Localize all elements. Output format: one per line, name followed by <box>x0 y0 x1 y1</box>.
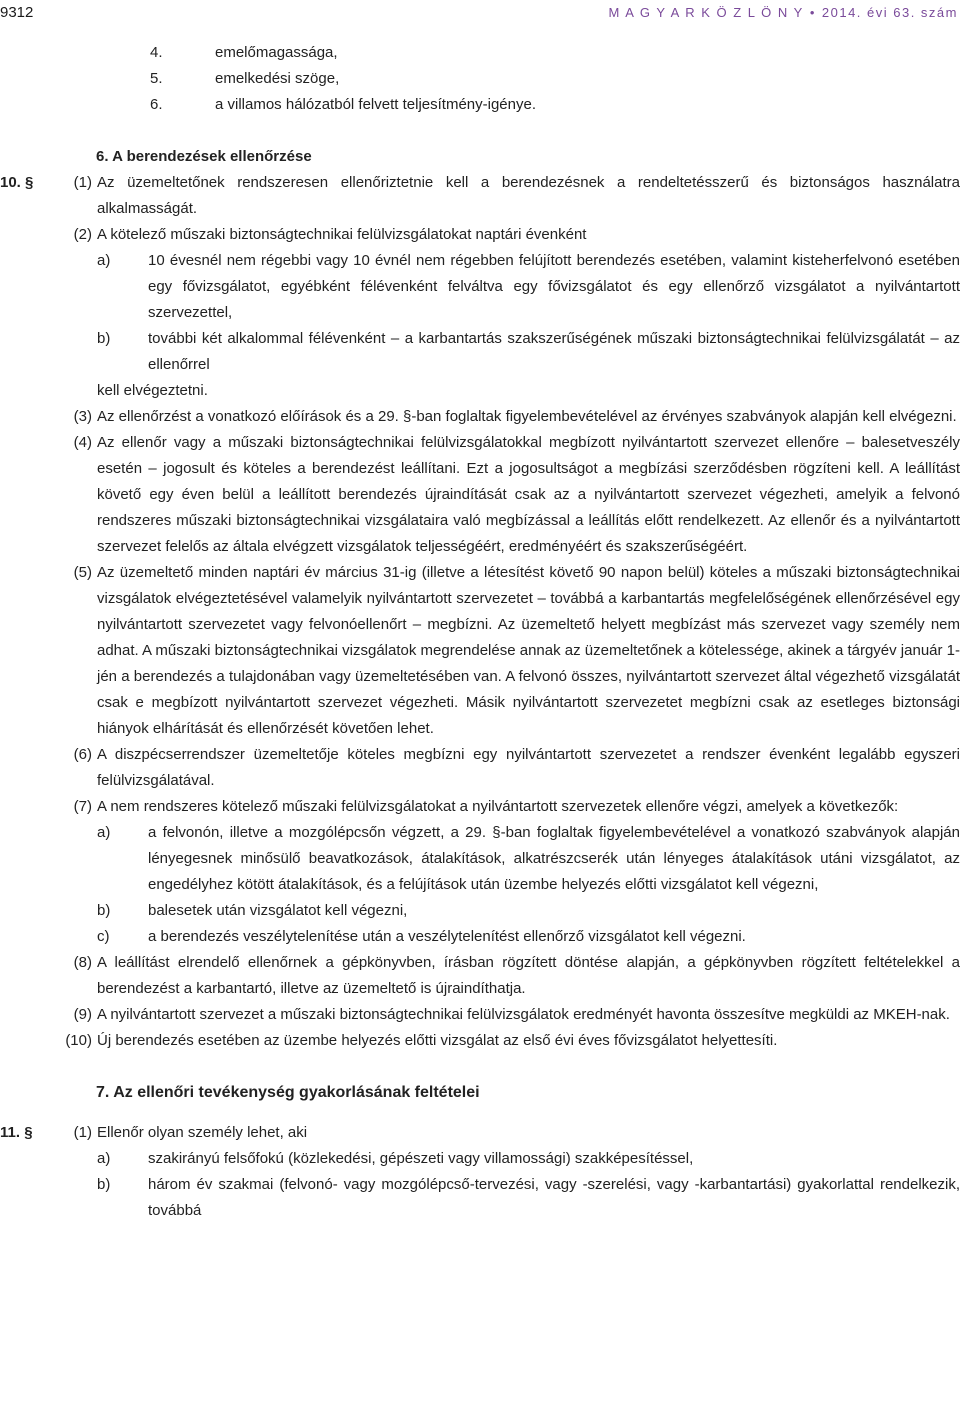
item-text: szakirányú felsőfokú (közlekedési, gépészeti vagy villamossági) szakképesítéssel, <box>148 1150 694 1167</box>
subsection-text: A diszpécserrendszer üzemeltetője köteles megbízni egy nyilvántartott szervezetet a rendszer évenként legalább egyszeri felülvizsgálatával. <box>97 746 960 789</box>
list-item <box>0 66 960 92</box>
list-number: 5. <box>150 70 163 87</box>
item-letter: b) <box>97 1176 111 1193</box>
section-heading: 6. A berendezések ellenőrzése <box>96 148 312 165</box>
item-letter: a) <box>97 824 111 841</box>
subsection-number: (4) <box>73 434 92 451</box>
subsection-text: Az üzemeltetőnek rendszeresen ellenőriztetnie kell a berendezésnek a rendeltetésszerű és biztonságos használatra alkalmasságát. <box>97 174 960 217</box>
subsection-text: A nyilvántartott szervezet a műszaki biztonságtechnikai felülvizsgálatok eredményét havonta összesítve megküldi az MKEH-nak. <box>97 1006 950 1023</box>
paragraph-number: 10. § <box>0 174 34 191</box>
item-letter: b) <box>97 902 111 919</box>
journal-title <box>609 0 958 26</box>
item-letter: c) <box>97 928 110 945</box>
paragraph-10-9 <box>0 1002 960 1028</box>
item-letter: a) <box>97 1150 111 1167</box>
subsection-text: A nem rendszeres kötelező műszaki felülvizsgálatokat a nyilvántartott szervezetek ellenőre végzi, amelyek a következők: <box>97 798 899 815</box>
subsection-number: (2) <box>73 226 92 243</box>
list-item <box>0 924 960 950</box>
subsection-text: Ellenőr olyan személy lehet, aki <box>97 1124 308 1141</box>
journal-name: M A G Y A R K Ö Z L Ö N Y <box>608 5 804 20</box>
list-item <box>0 1146 960 1172</box>
item-text: három év szakmai (felvonó- vagy mozgólépcső-tervezési, vagy -szerelési, vagy -karbantartási) gyakorlattal rendelkezik, továbbá <box>148 1176 960 1219</box>
paragraph-10-2 <box>0 222 960 248</box>
subsection-number: (1) <box>73 1124 92 1141</box>
list-text: emelőmagassága, <box>215 44 338 61</box>
page-header <box>0 0 960 20</box>
list-item <box>0 1172 960 1224</box>
item-text: balesetek után vizsgálatot kell végezni, <box>148 902 408 919</box>
list-number: 4. <box>150 44 163 61</box>
item-text: további két alkalommal félévenként – a karbantartás szakszerűségének műszaki biztonságtechnikai felülvizsgálatát – az ellenőrrel <box>148 330 960 373</box>
list-item <box>0 40 960 66</box>
subsection-number: (10) <box>65 1032 92 1049</box>
page-number: 9312 <box>0 4 34 21</box>
header-bullet: • <box>809 5 816 20</box>
list-item <box>0 92 960 118</box>
item-text: a berendezés veszélytelenítése után a veszélytelenítést ellenőrző vizsgálatot kell végezni. <box>148 928 746 945</box>
subsection-text: Az üzemeltető minden naptári év március 31-ig (illetve a létesítést követő 90 napon belül) köteles a műszaki biztonságtechnikai vizsgálatok elvégeztetésével valamelyik nyilvántartott szervezetet – továbbá a karbantartás megfelelőségének ellenőrzésével egy nyilvántartott szervezetet vagy felvonóellenőrt – megbízni. Az üzemeltető helyett megbízást más szervezet vagy személy nem adhat. A műszaki biztonságtechnikai vizsgálatok megrendelése annak az üzemeltetőnek a kötelessége, akinek a tárgyév január 1-jén a berendezés a tulajdonában vagy üzemeltetésében van. A felvonó összes, nyilvántartott szervezet által végezhető vizsgálatát csak e megbízott nyilvántartott szervezet végezheti. Másik nyilvántartott szervezetet megbízni csak az esetleges biztonsági hiányok elhárítását és ellenőrzését követően lehet. <box>97 564 960 737</box>
subsection-text: Az ellenőr vagy a műszaki biztonságtechnikai felülvizsgálatokkal megbízott nyilvántartott szervezet ellenőre – balesetveszély esetén – jogosult és köteles a berendezést leállítani. Ezt a jogosultságot a megbízási szerződésben rögzíteni kell. A leállítást követő egy éven belül a leállított berendezés újraindítását csak az a nyilvántartott szervezet végezheti, amelyik a felvonó rendszeres műszaki biztonságtechnikai vizsgálataira való megbízással a leállítás előtt rendelkezett. Az ellenőr és a nyilvántartott szervezet felelős az általa elvégzett vizsgálatok teljességéért, eredményéért és szakszerűségéért. <box>97 434 960 555</box>
paragraph-10-7 <box>0 794 960 820</box>
list-number: 6. <box>150 96 163 113</box>
paragraph-10-8 <box>0 950 960 1002</box>
journal-issue: 2014. évi 63. szám <box>821 5 958 20</box>
subsection-text: Új berendezés esetében az üzembe helyezés előtti vizsgálat az első évi éves fővizsgálatot helyettesíti. <box>97 1032 778 1049</box>
item-letter: a) <box>97 252 111 269</box>
list-item <box>0 820 960 898</box>
paragraph-10-5 <box>0 560 960 742</box>
subsection-number: (7) <box>73 798 92 815</box>
subsection-text: A leállítást elrendelő ellenőrnek a gépkönyvben, írásban rögzített döntése alapján, a gépkönyvben rögzített feltételekkel a berendezést a karbantartó, illetve az üzemeltető is újraindíthatja. <box>97 954 960 997</box>
item-text: 10 évesnél nem régebbi vagy 10 évnél nem régebben felújított berendezés esetében, valamint kisteherfelvonó esetében egy fővizsgálatot, egyébként félévenként felváltva egy fővizsgálatot és egy ellenőrző vizsgálatot a nyilvántartott szervezettel, <box>148 252 960 321</box>
list-item <box>0 898 960 924</box>
subsection-text: Az ellenőrzést a vonatkozó előírások és a 29. §-ban foglaltak figyelembevételével az érvényes szabványok alapján kell elvégezni. <box>97 408 957 425</box>
subsection-number: (6) <box>73 746 92 763</box>
paragraph-number: 11. § <box>0 1124 33 1141</box>
paragraph-10-1 <box>0 170 960 222</box>
subsection-text: A kötelező műszaki biztonságtechnikai felülvizsgálatokat naptári évenként <box>97 226 587 243</box>
paragraph-10-3 <box>0 404 960 430</box>
list-text: a villamos hálózatból felvett teljesítmény-igénye. <box>215 96 536 113</box>
section-heading: 7. Az ellenőri tevékenység gyakorlásának feltételei <box>96 1084 480 1101</box>
paragraph-11-1 <box>0 1120 960 1146</box>
subsection-closing: kell elvégeztetni. <box>97 382 208 399</box>
subsection-number: (5) <box>73 564 92 581</box>
paragraph-10-6 <box>0 742 960 794</box>
paragraph-10-10 <box>0 1028 960 1054</box>
subsection-number: (1) <box>73 174 92 191</box>
item-letter: b) <box>97 330 111 347</box>
document-body <box>0 40 960 1224</box>
paragraph-10-4 <box>0 430 960 560</box>
item-text: a felvonón, illetve a mozgólépcsőn végzett, a 29. §-ban foglaltak figyelembevételével a vonatkozó szabványok alapján lényegesnek minősülő beavatkozások, átalakítások, alkatrészcserék után lényeges átalakítások utáni vizsgálatot, az engedélyhez kötött átalakítások, és a felújítások után üzembe helyezés előtti vizsgálatot kell végezni, <box>148 824 960 893</box>
list-item <box>0 326 960 378</box>
list-item <box>0 248 960 326</box>
list-text: emelkedési szöge, <box>215 70 340 87</box>
subsection-number: (9) <box>73 1006 92 1023</box>
subsection-number: (8) <box>73 954 92 971</box>
subsection-number: (3) <box>73 408 92 425</box>
